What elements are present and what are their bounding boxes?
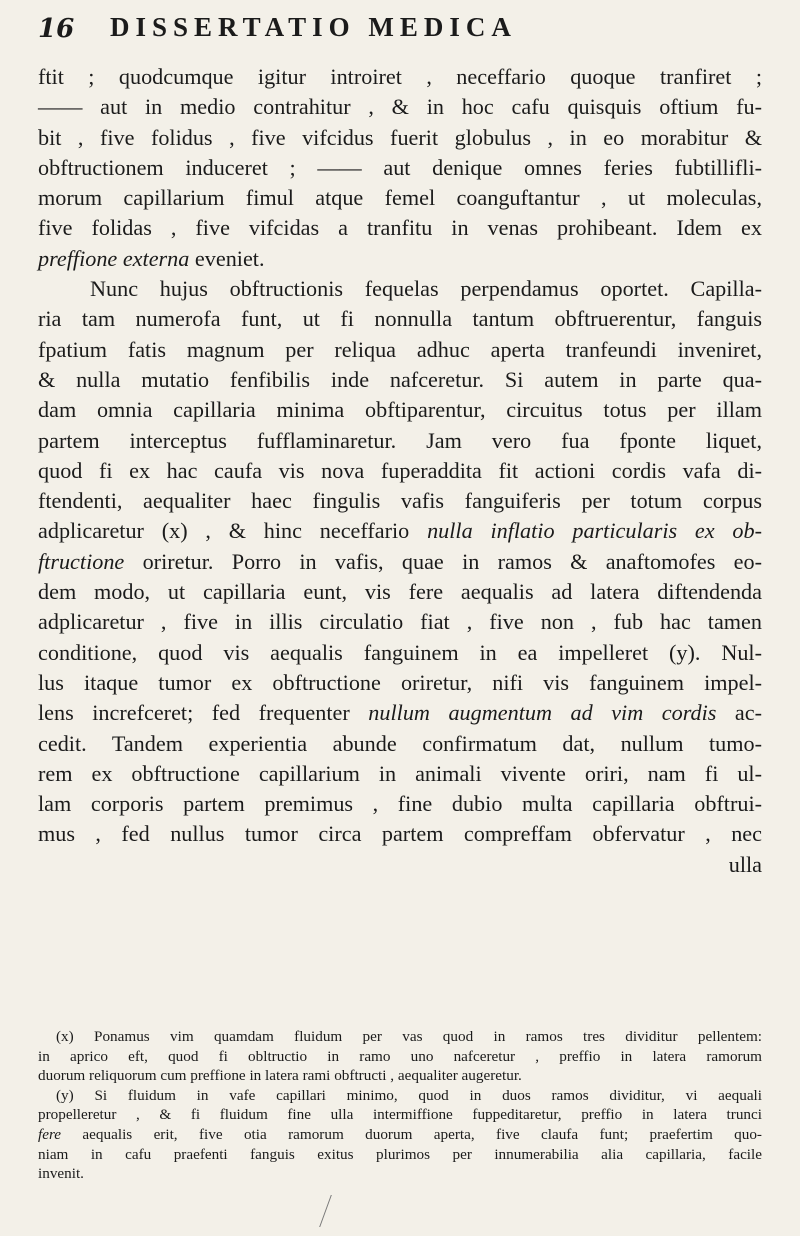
- running-head: DISSERTATIO MEDICA: [110, 12, 517, 42]
- text-line: ria tam numerofa funt, ut fi nonnulla tantum obftruerentur, fanguis: [38, 306, 762, 332]
- footnote-line: in aprico eft, quod fi obltructio in ramo uno nafceretur , preffio in latera ramorum: [38, 1047, 762, 1065]
- text-line: ftendenti, aequaliter haec fingulis vafis fanguiferis per totum corpus: [38, 488, 762, 514]
- text-line: & nulla mutatio fenfibilis inde nafceretur. Si autem in parte qua-: [38, 366, 762, 392]
- text-line: adplicaretur (x) , & hinc neceffario nulla inflatio particularis ex ob-: [38, 518, 762, 544]
- main-text: [38, 62, 762, 880]
- text-line: fpatium fatis magnum per reliqua adhuc aperta tranfeundi inveniret,: [38, 336, 762, 362]
- text-line: mus , fed nullus tumor circa partem compreffam obfervatur , nec: [38, 821, 762, 847]
- text-line: ftit ; quodcumque igitur introiret , neceffario quoque tranfiret ;: [38, 64, 762, 89]
- text-line: bit , five folidus , five vifcidus fuerit globulus , in eo morabitur &: [38, 124, 762, 150]
- text-line: Nunc hujus obftructionis fequelas perpendamus oportet. Capilla-: [90, 276, 762, 302]
- text-line: obftructionem induceret ; —— aut denique omnes feries fubtillifli-: [38, 154, 762, 180]
- text-line: dem modo, ut capillaria eunt, vis fere aequalis ad latera diftendenda: [38, 579, 762, 605]
- page-header: [38, 10, 760, 50]
- text-line: quod fi ex hac caufa vis nova fuperaddita fit actioni cordis vafa di-: [38, 457, 762, 483]
- footnote-line: duorum reliquorum cum preffione in latera rami obftructi , aequaliter augeretur.: [38, 1067, 522, 1085]
- text-line: morum capillarium fimul atque femel coanguftantur , ut moleculas,: [38, 185, 762, 211]
- text-line: five folidas , five vifcidas a tranfitu in venas prohibeant. Idem ex: [38, 215, 762, 241]
- text-line: cedit. Tandem experientia abunde confirmatum dat, nullum tumo-: [38, 730, 762, 756]
- text-line: conditione, quod vis aequalis fanguinem in ea impelleret (y). Nul-: [38, 639, 762, 665]
- text-line: adplicaretur , five in illis circulatio fiat , five non , fub hac tamen: [38, 609, 762, 635]
- text-line: lus itaque tumor ex obftructione oriretur, nifi vis fanguinem impel-: [38, 669, 762, 695]
- text-line: preffione externa eveniet.: [38, 245, 265, 271]
- footnote-line: niam in cafu praefenti fanguis exitus plurimos per innumerabilia alia capillaria, facile: [38, 1145, 762, 1163]
- footnote-line: (y) Si fluidum in vafe capillari minimo, quod in duos ramos dividitur, vi aequali: [56, 1086, 762, 1104]
- footnote-line: (x) Ponamus vim quamdam fluidum per vas quod in ramos tres dividitur pellentem:: [56, 1028, 762, 1045]
- text-line: lam corporis partem premimus , fine dubio multa capillaria obftrui-: [38, 791, 762, 817]
- footnote-line: fere aequalis erit, five otia ramorum duorum aperta, five claufa funt; praefertim quo-: [38, 1125, 762, 1143]
- text-line: lens increfceret; fed frequenter nullum augmentum ad vim cordis ac-: [38, 700, 763, 726]
- footnote-line: invenit.: [38, 1165, 84, 1183]
- page-number: 16: [38, 14, 75, 44]
- text-line: rem ex obftructione capillarium in animali vivente oriri, nam fi ul-: [38, 760, 762, 786]
- text-line: ftructione oriretur. Porro in vafis, quae in ramos & anaftomofes eo-: [38, 548, 762, 574]
- text-line: dam omnia capillaria minima obftiparentur, circuitus totus per illam: [38, 397, 762, 423]
- footnote-line: propelleretur , & fi fluidum fine ulla intermiffione fuppeditaretur, preffio in latera trunci: [38, 1106, 762, 1124]
- text-line: —— aut in medio contrahitur , & in hoc cafu quisquis oftium fu-: [38, 94, 762, 120]
- stray-pen-mark: [319, 1195, 350, 1227]
- footnotes: [38, 1027, 762, 1184]
- catchword: ulla: [728, 851, 762, 877]
- text-line: partem interceptus fufflaminaretur. Jam vero fua fponte liquet,: [38, 427, 762, 453]
